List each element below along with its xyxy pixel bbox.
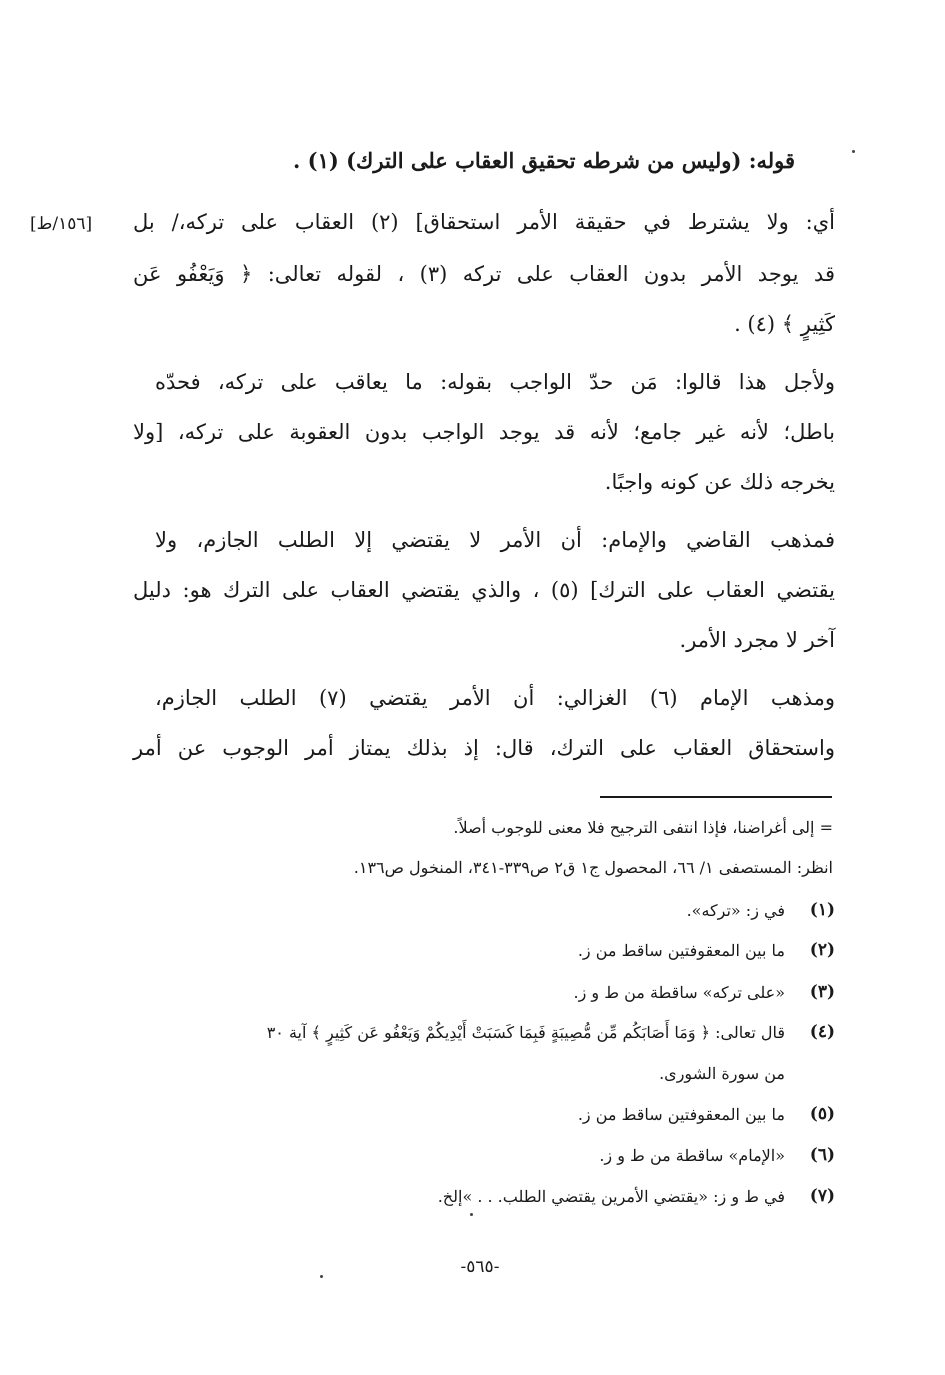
body-line: آخر لا مجرد الأمر. [679,628,835,652]
footnote-number: (٧) [809,1186,835,1206]
scan-speck [470,1213,473,1216]
body-line: أي: ولا يشترط في حقيقة الأمر استحقاق] (٢) العقاب على تركه،/ بل [133,210,835,234]
margin-reference: [١٥٦/ط] [30,214,93,234]
body-line: باطل؛ لأنه غير جامع؛ لأنه قد يوجد الواجب بدون العقوبة على تركه، [ولا [133,420,835,444]
body-line: فمذهب القاضي والإمام: أن الأمر لا يقتضي إلا الطلب الجازم، ولا [155,528,835,552]
body-line: كَثِيرٍ ﴾ (٤) . [734,312,835,336]
footnote-separator [600,796,832,798]
footnote-text: ما بين المعقوفتين ساقط من ز. [577,1105,785,1124]
footnote-continuation: انظر: المستصفى ١/ ٦٦، المحصول ج١ ق٢ ص٣٣٩-٣٤١، المنخول ص١٣٦. [353,858,833,877]
body-line: يقتضي العقاب على الترك] (٥) ، والذي يقتضي العقاب على الترك هو: دليل [133,578,835,602]
footnote-number: (٦) [809,1145,835,1165]
body-line: يخرجه ذلك عن كونه واجبًا. [604,470,835,494]
footnote-text: قال تعالى: ﴿ وَمَا أَصَابَكُم مِّن مُّصِيبَةٍ فَبِمَا كَسَبَتْ أَيْدِيكُمْ وَيَعْفُو عَن كَثِيرٍ ﴾ آية ٣٠ [266,1023,785,1042]
footnote-continuation: = إلى أغراضنا، فإذا انتفى الترجيح فلا معنى للوجوب أصلاً. [453,818,833,837]
section-heading: قوله: (وليس من شرطه تحقيق العقاب على الترك) (١) . [293,148,795,173]
footnote-number: (٢) [809,940,835,960]
footnote-text: «الإمام» ساقطة من ط و ز. [599,1146,785,1165]
footnote-text: في ز: «تركه». [686,901,785,920]
body-line: واستحقاق العقاب على الترك، قال: إذ بذلك يمتاز أمر الوجوب عن أمر [133,736,835,760]
scan-speck [320,1275,323,1278]
footnote-text: «على تركه» ساقطة من ط و ز. [573,983,785,1002]
footnote-number: (٣) [809,982,835,1002]
body-line: ولأجل هذا قالوا: مَن حدّ الواجب بقوله: ما يعاقب على تركه، فحدّه [155,370,835,394]
body-line: قد يوجد الأمر بدون العقاب على تركه (٣) ، لقوله تعالى: ﴿ وَيَعْفُو عَن [133,262,835,286]
page-number: -٥٦٥- [460,1257,500,1277]
footnote-text-continued: من سورة الشورى. [659,1064,785,1083]
footnote-text: في ط و ز: «يقتضي الأمرين يقتضي الطلب. . . »إلخ. [437,1187,785,1206]
scan-speck [852,150,855,153]
footnote-number: (٥) [809,1104,835,1124]
footnote-number: (٤) [809,1022,835,1042]
body-line: ومذهب الإمام (٦) الغزالي: أن الأمر يقتضي (٧) الطلب الجازم، [155,686,835,710]
footnote-text: ما بين المعقوفتين ساقط من ز. [577,941,785,960]
footnote-number: (١) [809,900,835,920]
